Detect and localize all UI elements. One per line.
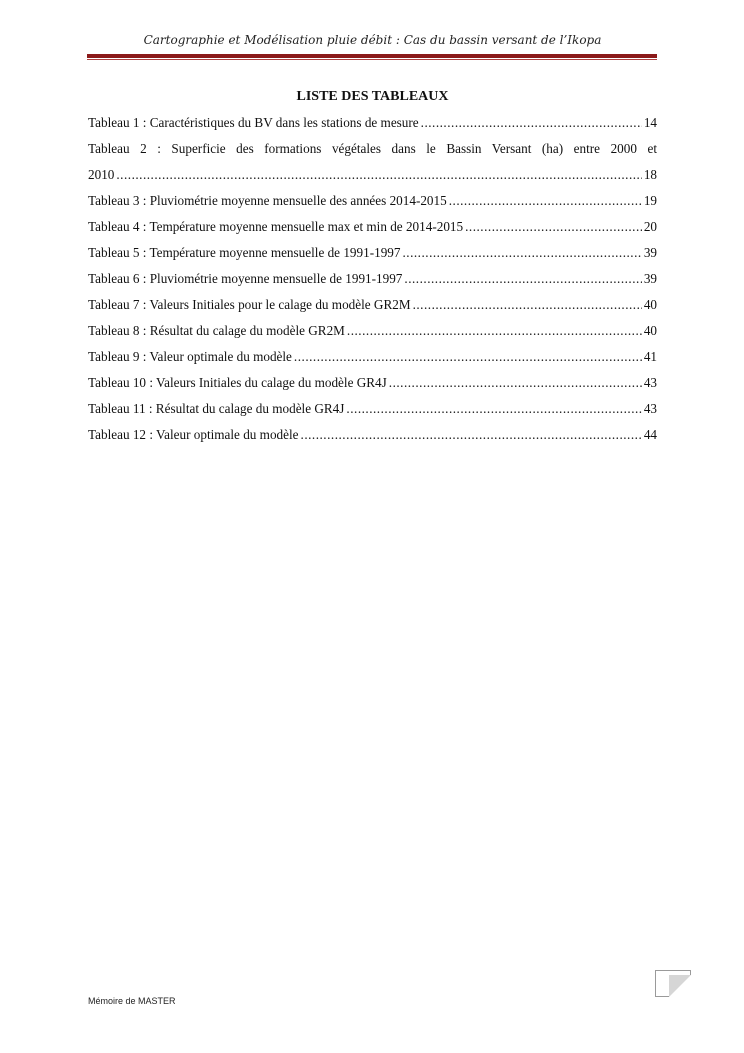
toc-leader-dots	[347, 322, 642, 340]
toc-entry-page: 43	[643, 375, 657, 390]
list-of-tables	[88, 114, 657, 452]
toc-entry[interactable]	[88, 322, 657, 348]
toc-leader-dots	[421, 114, 642, 132]
toc-entry-page: 44	[643, 427, 657, 442]
page-curl-icon	[669, 975, 691, 997]
toc-entry[interactable]	[88, 218, 657, 244]
running-header-title: Cartographie et Modélisation pluie débit : Cas du bassin versant de l’Ikopa	[143, 33, 602, 47]
toc-entry-label: Tableau 6 : Pluviométrie moyenne mensuelle de 1991-1997	[88, 271, 403, 286]
toc-entry-label: Tableau 12 : Valeur optimale du modèle	[88, 427, 299, 442]
toc-entry[interactable]	[88, 270, 657, 296]
toc-entry-label: Tableau 4 : Température moyenne mensuelle max et min de 2014-2015	[88, 219, 464, 234]
toc-entry[interactable]	[88, 166, 657, 192]
toc-leader-dots	[402, 244, 641, 262]
toc-entry-page: 20	[643, 219, 657, 234]
toc-entry-page: 39	[643, 245, 657, 260]
toc-entry-label: Tableau 10 : Valeurs Initiales du calage du modèle GR4J	[88, 375, 387, 390]
toc-entry[interactable]	[88, 426, 657, 452]
toc-leader-dots	[404, 270, 641, 288]
toc-entry[interactable]	[88, 192, 657, 218]
toc-entry[interactable]	[88, 296, 657, 322]
toc-entry-page: 14	[643, 115, 657, 130]
toc-entry-page: 39	[643, 271, 657, 286]
toc-entry-page: 40	[643, 297, 657, 312]
page-number: v	[670, 976, 676, 986]
toc-leader-dots	[465, 218, 642, 236]
toc-entry-page: 40	[643, 323, 657, 338]
toc-entry-page: 19	[643, 193, 657, 208]
toc-entry[interactable]	[88, 244, 657, 270]
toc-entry-label: Tableau 5 : Température moyenne mensuelle de 1991-1997	[88, 245, 401, 260]
toc-leader-dots	[294, 348, 642, 366]
toc-entry[interactable]	[88, 348, 657, 374]
toc-leader-dots	[449, 192, 642, 210]
toc-entry-page: 43	[643, 401, 657, 416]
toc-entry[interactable]	[88, 400, 657, 426]
toc-entry-line1[interactable]	[88, 140, 657, 166]
toc-title: LISTE DES TABLEAUX	[296, 89, 449, 104]
footer-label: Mémoire de MASTER	[88, 996, 176, 1006]
toc-entry-page: 18	[643, 167, 657, 182]
toc-entry-label-line1: Tableau 2 : Superficie des formations végétales dans le Bassin Versant (ha) entre 2000 et	[88, 141, 657, 156]
toc-leader-dots	[301, 426, 642, 444]
toc-entry-label: 2010	[88, 167, 115, 182]
toc-entry[interactable]	[88, 114, 657, 140]
header-rule	[87, 54, 657, 58]
toc-entry-label: Tableau 11 : Résultat du calage du modèle GR4J	[88, 401, 345, 416]
toc-entry-page: 41	[643, 349, 657, 364]
toc-entry-label: Tableau 3 : Pluviométrie moyenne mensuelle des années 2014-2015	[88, 193, 447, 208]
toc-leader-dots	[116, 166, 641, 184]
page-number-box	[655, 970, 691, 997]
toc-entry[interactable]	[88, 374, 657, 400]
toc-entry-label: Tableau 8 : Résultat du calage du modèle GR2M	[88, 323, 345, 338]
toc-entry-label: Tableau 7 : Valeurs Initiales pour le calage du modèle GR2M	[88, 297, 411, 312]
toc-entry-label: Tableau 1 : Caractéristiques du BV dans les stations de mesure	[88, 115, 419, 130]
header-rule-thin	[87, 59, 657, 60]
toc-leader-dots	[413, 296, 642, 314]
toc-leader-dots	[346, 400, 641, 418]
toc-entry-label: Tableau 9 : Valeur optimale du modèle	[88, 349, 292, 364]
toc-leader-dots	[389, 374, 642, 392]
